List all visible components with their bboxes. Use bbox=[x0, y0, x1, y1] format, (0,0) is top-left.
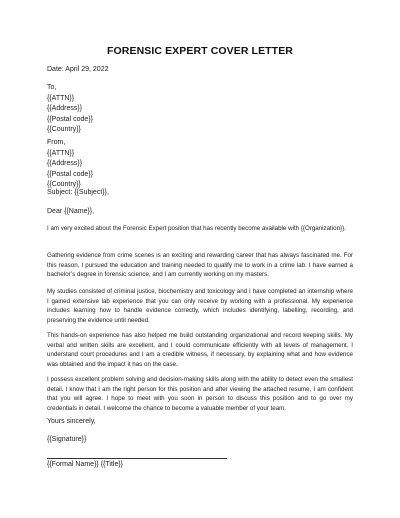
formal-name: {{Formal Name}} {{Title}} bbox=[47, 461, 124, 468]
body-paragraph: I possess excellent problem solving and decision-making skills along with the ability to detect even the smallest detail. I know that I am the right person for this position and after viewing the attached resume, I am confident that you will agree. I hope to meet with you soon in person to discuss this position and to go over my credentials in detail. I welcome the chance to become a valuable member of your team. bbox=[47, 376, 353, 412]
sender-address: {{Address}} bbox=[47, 160, 83, 167]
signature-placeholder: {{Signature}} bbox=[47, 436, 87, 443]
greeting: Dear {{Name}}, bbox=[47, 208, 95, 215]
sender-country: {{Country}} bbox=[47, 181, 81, 188]
recipient-address: {{Address}} bbox=[47, 105, 83, 112]
recipient-attn: {{ATTN}} bbox=[47, 94, 75, 102]
sender-block bbox=[47, 138, 93, 191]
sender-postal-code: {{Postal code}} bbox=[47, 170, 93, 178]
closing: Yours sincerely, bbox=[47, 418, 96, 425]
recipient-label: To, bbox=[47, 84, 57, 91]
body-paragraph: My studies consisted of criminal justice, biochemistry and toxicology and I have completed an internship where I gained extensive lab experience that you can only receive by working with a professional. My experience includes learning how to handle evidence correctly, which includes identifying, labelling, recording, and preserving the evidence until needed. bbox=[47, 288, 353, 324]
recipient-block bbox=[47, 83, 93, 136]
body-paragraph: I am very excited about the Forensic Expert position that has recently become available with {{Organization}}. bbox=[47, 225, 346, 232]
body-paragraph: This hands-on experience has also helped me build outstanding organizational and record keeping skills. My verbal and written skills are excellent, and I could communicate efficiently with all levels of management. I understand court procedures and I am a credible witness, if necessary, by explaining what and how evidence was obtained and the impact it has on the case. bbox=[47, 332, 353, 368]
letter-date: Date: April 29, 2022 bbox=[47, 66, 109, 73]
signature-line bbox=[47, 458, 227, 459]
sender-label: From, bbox=[47, 139, 66, 146]
subject-line: Subject: {{Subject}}, bbox=[47, 189, 109, 196]
recipient-country: {{Country}} bbox=[47, 126, 81, 133]
recipient-postal-code: {{Postal code}} bbox=[47, 115, 93, 123]
sender-attn: {{ATTN}} bbox=[47, 149, 75, 157]
letter-title: FORENSIC EXPERT COVER LETTER bbox=[107, 45, 293, 57]
body-paragraph: Gathering evidence from crime scenes is an exciting and rewarding career that has always fascinated me. For this reason, I pursued the education and training needed to qualify me to work in a crime lab. I have earned a bachelor’s degree in forensic science, and I am currently working on my masters. bbox=[47, 252, 353, 278]
